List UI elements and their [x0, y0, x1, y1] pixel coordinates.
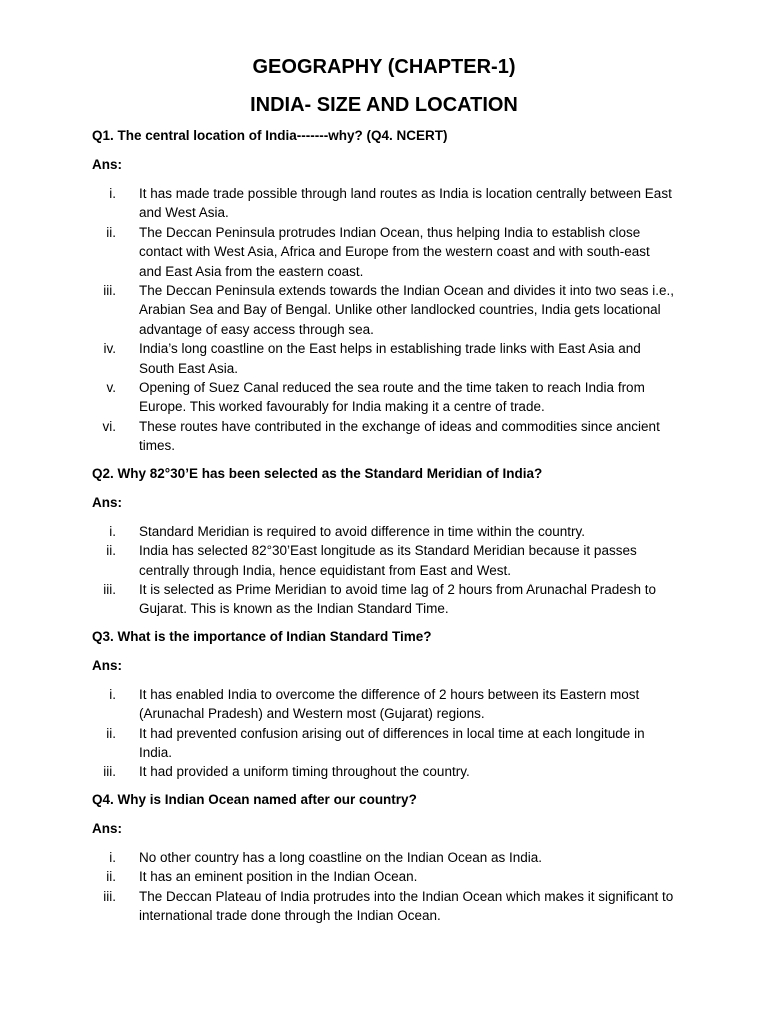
- list-item-text: It had provided a uniform timing throughout the country.: [139, 764, 470, 780]
- answer-list: [92, 522, 676, 619]
- list-item: [92, 184, 676, 223]
- list-item: [92, 867, 676, 886]
- answer-label: Ans:: [92, 657, 122, 673]
- list-item-text: These routes have contributed in the exchange of ideas and commodities since ancient times.: [139, 418, 660, 454]
- answer-list: [92, 184, 676, 456]
- list-item-number: ii.: [106, 543, 116, 559]
- list-item: [92, 541, 676, 580]
- list-item: [92, 685, 676, 724]
- list-item: [92, 417, 676, 456]
- question-block-2: [92, 464, 676, 619]
- list-item-number: ii.: [106, 725, 116, 741]
- question-heading: Q2. Why 82°30’E has been selected as the Standard Meridian of India?: [92, 465, 543, 481]
- list-item-number: ii.: [106, 869, 116, 885]
- answer-list: [92, 848, 676, 926]
- list-item: [92, 223, 676, 281]
- list-item-number: i.: [109, 686, 116, 702]
- list-item-number: i.: [109, 849, 116, 865]
- list-item-text: Opening of Suez Canal reduced the sea route and the time taken to reach India from Europe. This worked favourably for India making it a centre of trade.: [139, 380, 645, 415]
- list-item: [92, 848, 676, 867]
- list-item-text: India’s long coastline on the East helps in establishing trade links with East Asia and South East Asia.: [139, 341, 641, 376]
- list-item-number: iii.: [103, 888, 116, 904]
- list-item: [92, 580, 676, 619]
- list-item-number: iii.: [103, 283, 116, 299]
- answer-label: Ans:: [92, 157, 122, 172]
- list-item-text: No other country has a long coastline on the Indian Ocean as India.: [139, 849, 543, 865]
- answer-list: [92, 685, 676, 782]
- list-item: [92, 724, 676, 763]
- list-item-text: Standard Meridian is required to avoid difference in time within the country.: [139, 523, 585, 539]
- list-item: [92, 378, 676, 417]
- list-item-text: It had prevented confusion arising out of differences in local time at each longitude in India.: [139, 725, 645, 760]
- list-item-number: ii.: [106, 224, 116, 240]
- list-item-number: iii.: [103, 764, 116, 780]
- document-subtitle: INDIA- SIZE AND LOCATION: [250, 94, 518, 116]
- question-heading: Q4. Why is Indian Ocean named after our country?: [92, 791, 417, 807]
- list-item: [92, 762, 676, 781]
- list-item: [92, 339, 676, 378]
- list-item-number: vi.: [102, 418, 116, 434]
- list-item-text: The Deccan Plateau of India protrudes into the Indian Ocean which makes it significant to international trade done through the Indian Ocean.: [139, 888, 674, 923]
- list-item-number: i.: [109, 523, 116, 539]
- question-heading: Q1. The central location of India-------why? (Q4. NCERT): [92, 128, 448, 143]
- question-block-4: [92, 790, 676, 926]
- list-item-text: It has enabled India to overcome the difference of 2 hours between its Eastern most (Arunachal Pradesh) and Western most (Gujarat) regions.: [139, 686, 640, 722]
- document-title: GEOGRAPHY (CHAPTER-1): [252, 56, 516, 78]
- list-item-text: It has an eminent position in the Indian Ocean.: [139, 869, 418, 885]
- list-item: [92, 522, 676, 541]
- list-item-text: The Deccan Peninsula protrudes Indian Ocean, thus helping India to establish close contact with West Asia, Africa and Europe from the western coast and with south-east and East Asia from the eastern coast.: [139, 224, 650, 279]
- list-item-text: It is selected as Prime Meridian to avoid time lag of 2 hours from Arunachal Pradesh to Gujarat. This is known as the Indian Standard Time.: [139, 581, 657, 617]
- list-item-number: iii.: [103, 581, 116, 597]
- list-item-text: The Deccan Peninsula extends towards the Indian Ocean and divides it into two seas i.e., Arabian Sea and Bay of Bengal. Unlike other landlocked countries, India gets locational advantage of easy access through sea.: [139, 283, 675, 337]
- question-block-3: [92, 627, 676, 782]
- answer-label: Ans:: [92, 494, 122, 510]
- list-item: [92, 887, 676, 926]
- list-item-text: It has made trade possible through land routes as India is location centrally between East and West Asia.: [139, 186, 672, 221]
- answer-label: Ans:: [92, 820, 122, 836]
- question-heading: Q3. What is the importance of Indian Standard Time?: [92, 628, 432, 644]
- question-block-1: [92, 126, 676, 456]
- list-item-number: iv.: [103, 341, 116, 357]
- list-item: [92, 281, 676, 339]
- list-item-number: v.: [106, 380, 116, 396]
- list-item-number: i.: [109, 186, 116, 201]
- list-item-text: India has selected 82°30’East longitude as its Standard Meridian because it passes centrally through India, hence equidistant from East and West.: [139, 543, 637, 578]
